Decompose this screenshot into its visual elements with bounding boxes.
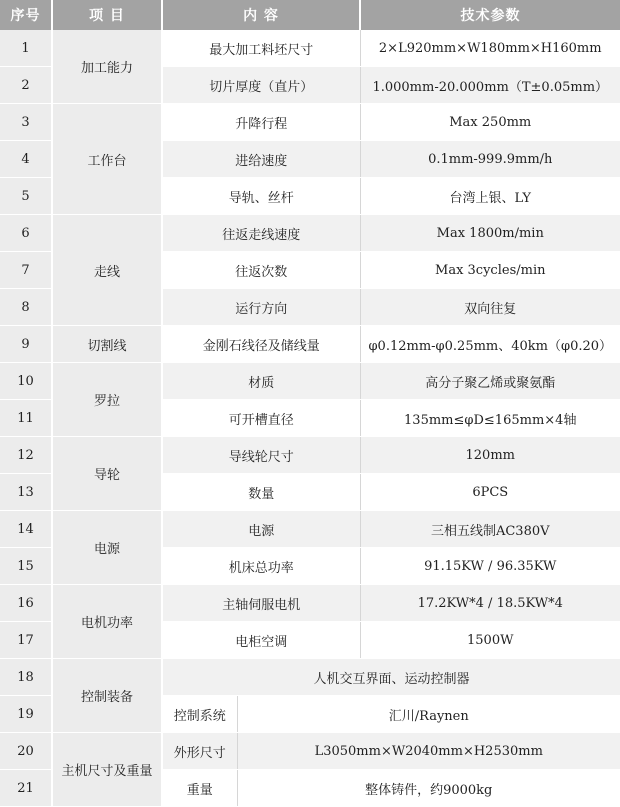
- row-number: 4: [0, 141, 52, 178]
- content-cell: 材质: [162, 363, 360, 400]
- param-cell: 120mm: [360, 437, 620, 474]
- content-cell: 主轴伺服电机: [162, 585, 360, 622]
- sub-value-cell: 汇川/Raynen: [237, 696, 620, 733]
- param-cell: 高分子聚乙烯或聚氨酯: [360, 363, 620, 400]
- param-cell: 135mm≤φD≤165mm×4轴: [360, 400, 620, 437]
- table-row: [0, 215, 620, 252]
- param-cell: 17.2KW*4 / 18.5KW*4: [360, 585, 620, 622]
- row-number: 6: [0, 215, 52, 252]
- param-cell: Max 250mm: [360, 104, 620, 141]
- row-number: 17: [0, 622, 52, 659]
- row-number: 5: [0, 178, 52, 215]
- sub-value-cell: 整体铸件，约9000kg: [237, 770, 620, 807]
- category-cell: 导轮: [52, 437, 162, 511]
- header-no: 序号: [0, 0, 52, 30]
- row-number: 13: [0, 474, 52, 511]
- content-cell: 切片厚度（直片）: [162, 67, 360, 104]
- category-cell: 加工能力: [52, 30, 162, 104]
- table-row: [0, 585, 620, 622]
- sub-label-cell: 外形尺寸: [162, 733, 237, 770]
- table-row: [0, 104, 620, 141]
- row-number: 15: [0, 548, 52, 585]
- param-cell: 1.000mm-20.000mm（T±0.05mm）: [360, 67, 620, 104]
- row-number: 12: [0, 437, 52, 474]
- table-row: [0, 659, 620, 696]
- content-cell: 进给速度: [162, 141, 360, 178]
- row-number: 20: [0, 733, 52, 770]
- category-cell: 工作台: [52, 104, 162, 215]
- category-cell: 电机功率: [52, 585, 162, 659]
- param-cell: 双向往复: [360, 289, 620, 326]
- header-row: [0, 0, 620, 30]
- category-cell: 主机尺寸及重量: [52, 733, 162, 807]
- content-cell: 数量: [162, 474, 360, 511]
- header-item: 项 目: [52, 0, 162, 30]
- table-row: [0, 437, 620, 474]
- param-cell: 0.1mm-999.9mm/h: [360, 141, 620, 178]
- table-row: [0, 30, 620, 67]
- sub-label-cell: 重量: [162, 770, 237, 807]
- sub-label-cell: 控制系统: [162, 696, 237, 733]
- row-number: 10: [0, 363, 52, 400]
- row-number: 7: [0, 252, 52, 289]
- content-cell: 导线轮尺寸: [162, 437, 360, 474]
- content-cell: 电柜空调: [162, 622, 360, 659]
- content-cell: 往返走线速度: [162, 215, 360, 252]
- sub-value-cell: L3050mm×W2040mm×H2530mm: [237, 733, 620, 770]
- table-row: [0, 363, 620, 400]
- param-cell: 台湾上银、LY: [360, 178, 620, 215]
- category-cell: 罗拉: [52, 363, 162, 437]
- param-cell: 1500W: [360, 622, 620, 659]
- row-number: 19: [0, 696, 52, 733]
- row-number: 1: [0, 30, 52, 67]
- param-cell: 6PCS: [360, 474, 620, 511]
- content-cell: 电源: [162, 511, 360, 548]
- row-number: 3: [0, 104, 52, 141]
- table-row: [0, 511, 620, 548]
- content-cell: 往返次数: [162, 252, 360, 289]
- table-row: [0, 326, 620, 363]
- row-number: 21: [0, 770, 52, 807]
- content-cell: 最大加工料坯尺寸: [162, 30, 360, 67]
- category-cell: 控制装备: [52, 659, 162, 733]
- wide-content-cell: 人机交互界面、运动控制器: [162, 659, 620, 696]
- header-param: 技术参数: [360, 0, 620, 30]
- param-cell: Max 3cycles/min: [360, 252, 620, 289]
- content-cell: 金刚石线径及储线量: [162, 326, 360, 363]
- param-cell: 2×L920mm×W180mm×H160mm: [360, 30, 620, 67]
- row-number: 14: [0, 511, 52, 548]
- table-row: [0, 733, 620, 770]
- param-cell: 三相五线制AC380V: [360, 511, 620, 548]
- param-cell: Max 1800m/min: [360, 215, 620, 252]
- row-number: 8: [0, 289, 52, 326]
- category-cell: 走线: [52, 215, 162, 326]
- content-cell: 导轨、丝杆: [162, 178, 360, 215]
- content-cell: 可开槽直径: [162, 400, 360, 437]
- category-cell: 电源: [52, 511, 162, 585]
- content-cell: 运行方向: [162, 289, 360, 326]
- content-cell: 机床总功率: [162, 548, 360, 585]
- category-cell: 切割线: [52, 326, 162, 363]
- param-cell: 91.15KW / 96.35KW: [360, 548, 620, 585]
- row-number: 11: [0, 400, 52, 437]
- row-number: 2: [0, 67, 52, 104]
- content-cell: 升降行程: [162, 104, 360, 141]
- param-cell: φ0.12mm-φ0.25mm、40km（φ0.20）: [360, 326, 620, 363]
- row-number: 16: [0, 585, 52, 622]
- header-content: 内 容: [162, 0, 360, 30]
- row-number: 9: [0, 326, 52, 363]
- row-number: 18: [0, 659, 52, 696]
